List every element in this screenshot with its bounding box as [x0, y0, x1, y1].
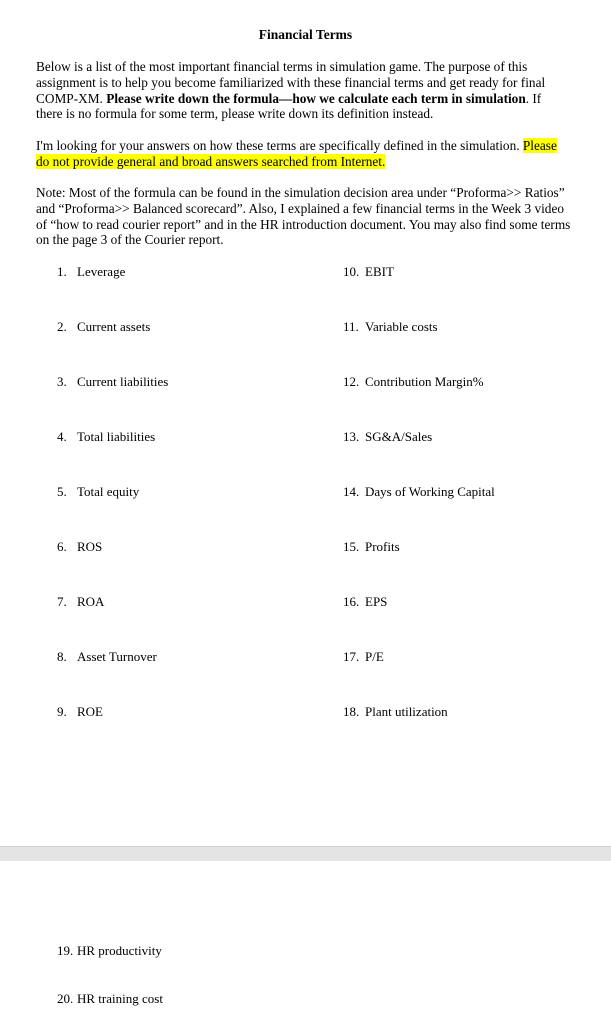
term-item: 18. Plant utilization: [343, 704, 448, 719]
intro-text-end: . If there is no formula for some term, please write down its definition instead.: [36, 90, 542, 122]
term-label: ROA: [77, 594, 105, 609]
term-item: 17. P/E: [343, 649, 384, 664]
term-label: ROS: [77, 539, 103, 554]
term-item: 4. Total liabilities: [57, 429, 156, 444]
term-label: EPS: [365, 594, 388, 609]
term-label: EBIT: [365, 264, 394, 279]
term-item: 3. Current liabilities: [57, 374, 169, 389]
note-paragraph: Note: Most of the formula can be found in the simulation decision area under “Proforma>> Ratios” and “Proforma>> Balanced scorecard”. Also, I explained a few financial terms in the Week 3 video of “how to read courier report” and in the HR introduction document. You may also find some terms on the page 3 of the Courier report.: [36, 185, 571, 248]
term-item: 19. HR productivity: [57, 943, 162, 958]
term-item: 11. Variable costs: [343, 319, 438, 334]
request-text: I'm looking for your answers on how these terms are specifically defined in the simulation.: [36, 138, 523, 153]
intro-bold-instruction: Please write down the formula—how we calculate each term in simulation: [106, 90, 526, 106]
term-item: 8. Asset Turnover: [57, 649, 157, 664]
request-paragraph: [36, 138, 571, 170]
term-label: Variable costs: [365, 319, 438, 334]
term-item: 16. EPS: [343, 594, 388, 609]
highlighted-warning: Please do not provide general and broad answers searched from Internet.: [36, 138, 557, 169]
term-label: Contribution Margin%: [365, 374, 484, 389]
term-label: Current liabilities: [77, 374, 169, 389]
term-label: Days of Working Capital: [365, 484, 495, 499]
term-item: 6. ROS: [57, 539, 103, 554]
term-label: Profits: [365, 539, 400, 554]
term-item: 20. HR training cost: [57, 991, 163, 1006]
page-title: Financial Terms: [258, 27, 353, 42]
term-label: Current assets: [77, 319, 151, 334]
term-item: 9. ROE: [57, 704, 103, 719]
term-item: 15. Profits: [343, 539, 400, 554]
term-label: HR productivity: [77, 943, 162, 958]
term-item: 10. EBIT: [343, 264, 394, 279]
page-break-separator: [0, 846, 611, 862]
term-label: Plant utilization: [365, 704, 448, 719]
intro-text: Below is a list of the most important financial terms in simulation game. The purpose of this assignment is to help you become familiarized with these financial terms and get ready for final COMP-XM.: [36, 59, 546, 106]
document-page-2: [0, 861, 611, 1024]
term-item: 13. SG&A/Sales: [343, 429, 433, 444]
term-label: SG&A/Sales: [365, 429, 433, 444]
term-item: 2. Current assets: [57, 319, 151, 334]
intro-paragraph: [36, 59, 571, 122]
term-label: ROE: [77, 704, 103, 719]
term-item: 5. Total equity: [57, 484, 140, 499]
term-label: Total liabilities: [77, 429, 156, 444]
term-label: Asset Turnover: [77, 649, 157, 664]
term-label: HR training cost: [77, 991, 163, 1006]
term-label: Leverage: [77, 264, 126, 279]
term-label: P/E: [365, 649, 384, 664]
term-label: Total equity: [77, 484, 140, 499]
term-item: 12. Contribution Margin%: [343, 374, 484, 389]
term-item: 1. Leverage: [57, 264, 126, 279]
term-item: 14. Days of Working Capital: [343, 484, 495, 499]
term-item: 7. ROA: [57, 594, 105, 609]
